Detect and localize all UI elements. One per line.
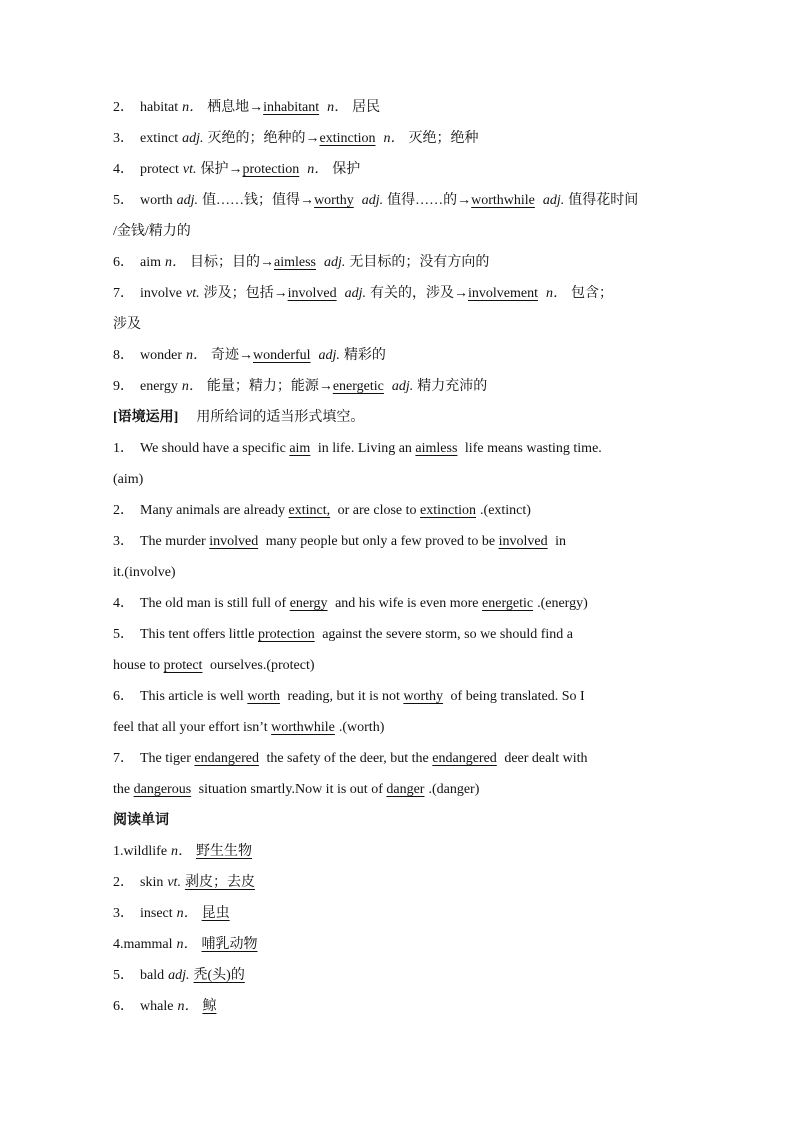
answer: extinction: [420, 503, 477, 518]
part-of-speech: n．: [176, 906, 198, 921]
sentence-text: of being translated. So I: [450, 689, 585, 704]
meaning: 涉及: [113, 317, 141, 332]
item-number: 5．: [113, 968, 134, 983]
exercise-2: [113, 495, 683, 526]
vocab-item-habitat: [113, 92, 683, 123]
word: wonder: [140, 348, 182, 363]
part-of-speech: n．: [182, 100, 204, 115]
item-number: 3．: [113, 534, 134, 549]
sentence-text: against the severe storm, so we should find a: [322, 627, 573, 642]
answer: 昆虫: [201, 906, 230, 921]
exercise-6: [113, 681, 683, 712]
exercise-1: [113, 433, 683, 464]
vocab-item-worth-continued: [113, 216, 683, 247]
item-number: 3．: [113, 131, 134, 146]
meaning: 栖息地→: [207, 100, 264, 115]
vocab-item-protect: [113, 154, 683, 185]
answer: 野生生物: [196, 844, 253, 859]
word: wildlife: [123, 844, 168, 859]
section-reading-title: 阅读单词: [113, 813, 169, 828]
vocab-item-worth: [113, 185, 683, 216]
answer: protect: [163, 658, 203, 673]
word: habitat: [140, 100, 179, 115]
meaning: 涉及；包括→: [203, 286, 288, 301]
sentence-text: the safety of the deer, but the: [266, 751, 429, 766]
item-number: 5．: [113, 627, 134, 642]
sentence-text: The tiger: [140, 751, 191, 766]
word: mammal: [123, 937, 173, 952]
vocab-item-involve: [113, 278, 683, 309]
sentence-text: it.(involve): [113, 565, 176, 580]
sentence-text: .(energy): [537, 596, 588, 611]
answer: involved: [209, 534, 259, 549]
part-of-speech: adj.: [391, 379, 414, 394]
section-tag: [语境运用]: [113, 410, 179, 425]
part-of-speech: adj.: [182, 131, 204, 146]
item-number: 2．: [113, 100, 134, 115]
answer: energetic: [482, 596, 534, 611]
meaning: 目标；目的→: [190, 255, 274, 270]
sentence-text: deer dealt with: [504, 751, 588, 766]
meaning: 值……钱；值得→: [202, 193, 315, 208]
sentence-text: the: [113, 782, 131, 797]
part-of-speech: n．: [171, 844, 193, 859]
part-of-speech: n．: [546, 286, 567, 301]
sentence-text: The murder: [140, 534, 206, 549]
part-of-speech: n．: [181, 379, 203, 394]
answer: danger: [386, 782, 425, 797]
answer: worth: [247, 689, 280, 704]
part-of-speech: n．: [176, 937, 198, 952]
item-number: 6．: [113, 255, 134, 270]
sentence-text: We should have a specific: [140, 441, 286, 456]
sentence-text: Many animals are already: [140, 503, 285, 518]
part-of-speech: n．: [177, 999, 199, 1014]
sentence-text: (aim): [113, 472, 144, 487]
answer: involvement: [468, 286, 538, 301]
answer: worthwhile: [471, 193, 535, 208]
item-number: 5．: [113, 193, 134, 208]
answer: wonderful: [253, 348, 311, 363]
answer: protection: [242, 162, 300, 177]
word: extinct: [140, 131, 179, 146]
meaning: 能量；精力；能源→: [206, 379, 333, 394]
meaning: 保护→: [200, 162, 243, 177]
part-of-speech: vt.: [186, 286, 200, 301]
answer: worthy: [314, 193, 354, 208]
part-of-speech: adj.: [318, 348, 340, 363]
answer: inhabitant: [263, 100, 320, 115]
vocab-item-aim: [113, 247, 683, 278]
sentence-text: .(worth): [338, 720, 385, 735]
item-number: 3．: [113, 906, 134, 921]
vocab-item-extinct: [113, 123, 683, 154]
sentence-text: .(danger): [428, 782, 480, 797]
word: whale: [140, 999, 174, 1014]
reading-item: [113, 898, 683, 929]
answer: 鲸: [202, 999, 217, 1014]
exercise-5-continued: [113, 650, 683, 681]
answer: extinct,: [288, 503, 331, 518]
sentence-text: This article is well: [140, 689, 244, 704]
answer: 剥皮；去皮: [184, 875, 255, 890]
answer: endangered: [432, 751, 497, 766]
item-number: 9．: [113, 379, 134, 394]
item-number: 6．: [113, 999, 134, 1014]
reading-item: [113, 991, 683, 1022]
exercise-1-continued: [113, 464, 683, 495]
sentence-text: .(extinct): [480, 503, 531, 518]
exercise-6-continued: [113, 712, 683, 743]
section-instruction: 用所给词的适当形式填空。: [196, 410, 365, 425]
part-of-speech: n．: [186, 348, 207, 363]
item-number: 2．: [113, 503, 134, 518]
word: bald: [140, 968, 165, 983]
part-of-speech: adj.: [361, 193, 384, 208]
meaning: 灭绝的；绝种的→: [207, 131, 320, 146]
word: protect: [140, 162, 179, 177]
item-number: 2．: [113, 875, 134, 890]
sentence-text: situation smartly.Now it is out of: [198, 782, 383, 797]
answer: involved: [498, 534, 548, 549]
meaning: 精彩的: [343, 348, 386, 363]
meaning: 值得……的→: [387, 193, 472, 208]
sentence-text: in life. Living an: [317, 441, 412, 456]
answer: involved: [287, 286, 337, 301]
word: aim: [140, 255, 161, 270]
answer: energetic: [332, 379, 384, 394]
word: skin: [140, 875, 164, 890]
part-of-speech: adj.: [324, 255, 346, 270]
part-of-speech: adj.: [344, 286, 366, 301]
item-number: 1．: [113, 441, 134, 456]
word: insect: [140, 906, 173, 921]
sentence-text: reading, but it is not: [287, 689, 400, 704]
item-number: 4．: [113, 162, 134, 177]
item-number: 7．: [113, 286, 134, 301]
word: energy: [140, 379, 178, 394]
part-of-speech: adj.: [176, 193, 199, 208]
answer: energy: [289, 596, 328, 611]
answer: 哺乳动物: [201, 937, 258, 952]
item-number: 8．: [113, 348, 134, 363]
document-page: [113, 92, 683, 1022]
item-number: 7．: [113, 751, 134, 766]
meaning: 值得花时间: [568, 193, 639, 208]
item-number: 4．: [113, 596, 134, 611]
sentence-text: ourselves.(protect): [209, 658, 315, 673]
sentence-text: The old man is still full of: [140, 596, 287, 611]
meaning: /金钱/精力的: [113, 224, 191, 239]
meaning: 无目标的；没有方向的: [349, 255, 490, 270]
exercise-4: [113, 588, 683, 619]
part-of-speech: n．: [327, 100, 349, 115]
reading-item: [113, 836, 683, 867]
vocab-item-wonder: [113, 340, 683, 371]
meaning: 有关的，涉及→: [370, 286, 468, 301]
meaning: 灭绝；绝种: [408, 131, 479, 146]
answer: endangered: [194, 751, 259, 766]
answer: aim: [289, 441, 311, 456]
meaning: 居民: [352, 100, 381, 115]
answer: worthwhile: [271, 720, 335, 735]
answer: worthy: [403, 689, 444, 704]
exercise-3: [113, 526, 683, 557]
part-of-speech: n．: [165, 255, 186, 270]
sentence-text: house to: [113, 658, 161, 673]
word: worth: [140, 193, 173, 208]
meaning: 奇迹→: [211, 348, 253, 363]
item-number: 4.: [113, 937, 124, 952]
vocab-item-energy: [113, 371, 683, 402]
part-of-speech: vt.: [182, 162, 197, 177]
meaning: 包含；: [571, 286, 613, 301]
answer: protection: [257, 627, 315, 642]
part-of-speech: n．: [307, 162, 329, 177]
answer: aimless: [415, 441, 458, 456]
reading-item: [113, 929, 683, 960]
part-of-speech: adj.: [542, 193, 565, 208]
exercise-7: [113, 743, 683, 774]
vocab-item-involve-continued: [113, 309, 683, 340]
sentence-text: This tent offers little: [140, 627, 255, 642]
sentence-text: life means wasting time.: [464, 441, 602, 456]
answer: extinction: [319, 131, 376, 146]
exercise-5: [113, 619, 683, 650]
answer: aimless: [274, 255, 316, 270]
exercise-3-continued: [113, 557, 683, 588]
sentence-text: or are close to: [337, 503, 417, 518]
answer: 秃(头)的: [193, 968, 245, 983]
sentence-text: feel that all your effort isn’t: [113, 720, 268, 735]
reading-item: [113, 867, 683, 898]
word: involve: [140, 286, 182, 301]
section-context-header: [113, 402, 683, 433]
exercise-7-continued: [113, 774, 683, 805]
item-number: 6．: [113, 689, 134, 704]
reading-item: [113, 960, 683, 991]
meaning: 保护: [332, 162, 361, 177]
item-number: 1.: [113, 844, 124, 859]
part-of-speech: adj.: [168, 968, 190, 983]
answer: dangerous: [133, 782, 192, 797]
part-of-speech: vt.: [167, 875, 181, 890]
sentence-text: in: [555, 534, 566, 549]
meaning: 精力充沛的: [417, 379, 488, 394]
sentence-text: and his wife is even more: [335, 596, 479, 611]
sentence-text: many people but only a few proved to be: [265, 534, 496, 549]
part-of-speech: n．: [383, 131, 405, 146]
